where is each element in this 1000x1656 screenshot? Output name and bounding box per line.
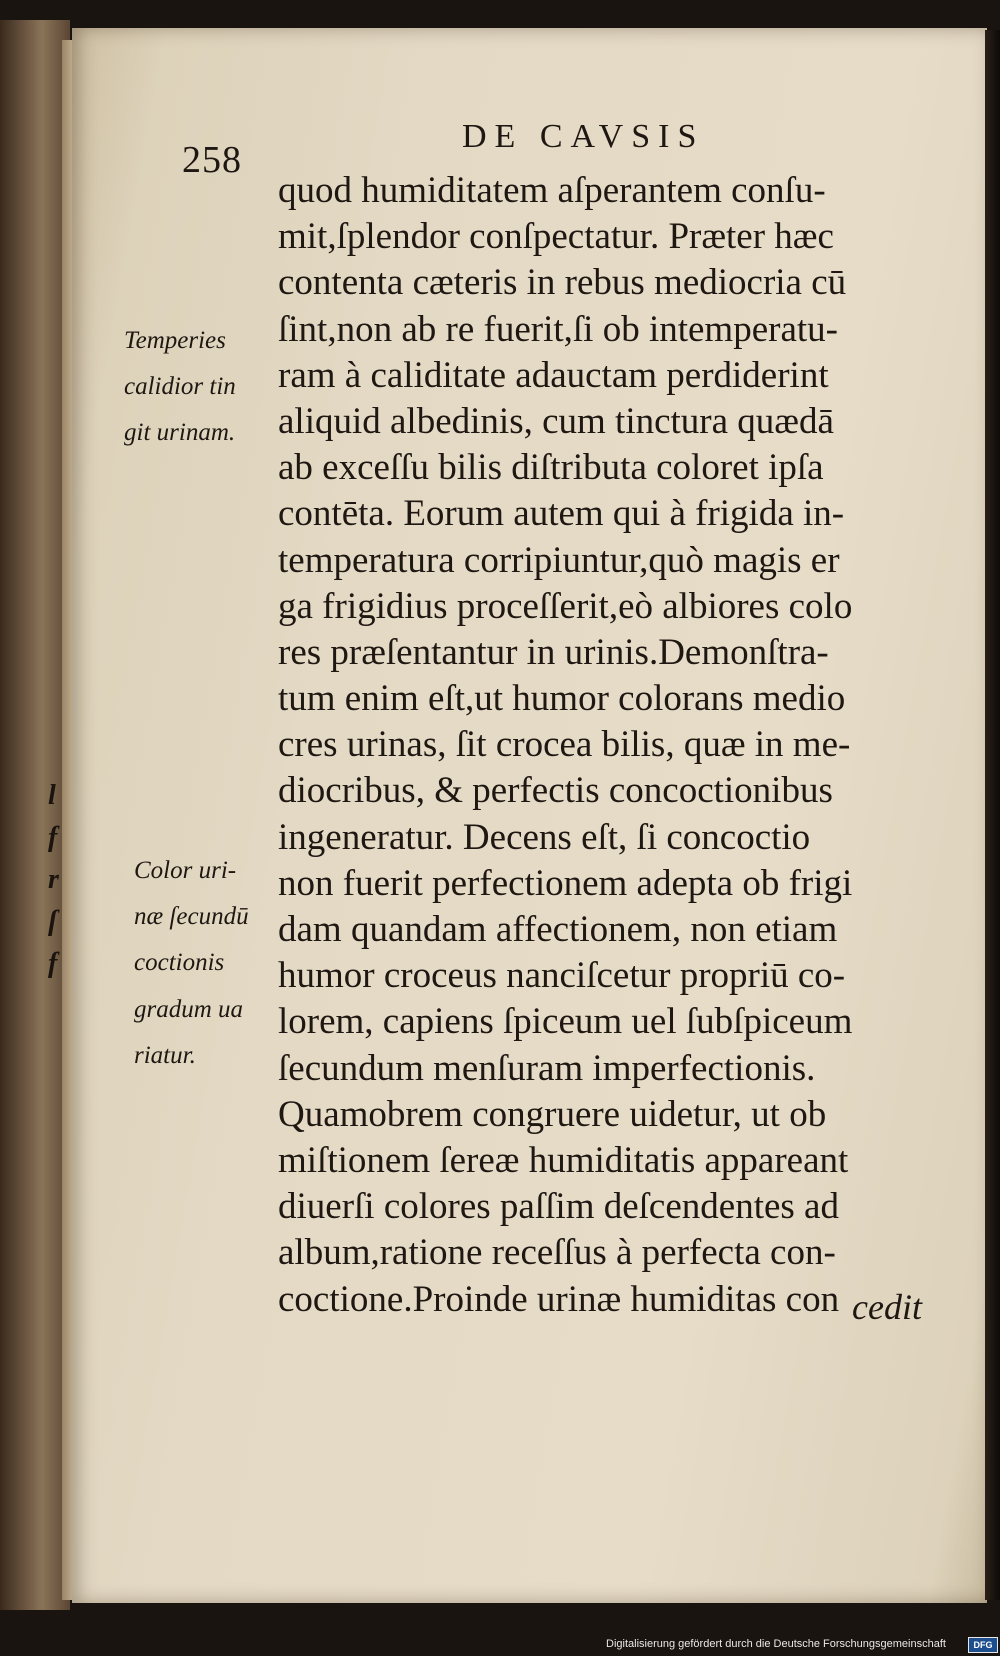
body-line: temperatura corripiuntur,quò magis er xyxy=(278,539,840,581)
edge-fragment: ſ xyxy=(48,906,58,937)
body-line: ab exceſſu bilis diſtributa coloret ipſa xyxy=(278,447,824,489)
page-number: 258 xyxy=(182,139,242,181)
edge-fragment: l xyxy=(48,780,56,811)
marginal-line: riatur. xyxy=(134,1041,196,1069)
body-line: ga frigidius proceſſerit,eò albiores colo xyxy=(278,585,853,627)
body-line: ſint,non ab re fuerit,ſi ob intemperatu- xyxy=(278,308,838,350)
body-text xyxy=(278,168,943,1323)
body-line: ingeneratur. Decens eſt, ſi concoctio xyxy=(278,816,811,858)
dfg-logo: DFG xyxy=(968,1637,998,1653)
body-line: diocribus, & perfectis concoctionibus xyxy=(278,770,833,812)
digitization-credit: Digitalisierung gefördert durch die Deutsche Forschungsgemeinschaft xyxy=(606,1638,946,1650)
edge-fragment: f xyxy=(48,948,58,979)
marginal-line: calidior tin xyxy=(124,373,236,401)
body-line: ram à caliditate adauctam perdiderint xyxy=(278,354,829,396)
body-line: ſecundum menſuram imperfectionis. xyxy=(278,1047,816,1089)
body-line: miſtionem ſereæ humiditatis appareant xyxy=(278,1139,849,1181)
running-title: DE CAVSIS xyxy=(462,118,705,155)
marginal-line: gradum ua xyxy=(134,995,244,1023)
facing-page-text-fragments xyxy=(48,775,59,985)
body-line: coctione.Proinde urinæ humiditas con xyxy=(278,1278,840,1320)
body-line: res præſentantur in urinis.Demonſtra- xyxy=(278,631,829,673)
body-line: lorem, capiens ſpiceum uel ſubſpiceum xyxy=(278,1001,853,1043)
body-line: quod humiditatem aſperantem conſu- xyxy=(278,170,826,211)
edge-fragment: r xyxy=(48,864,59,895)
body-line: dam quandam affectionem, non etiam xyxy=(278,909,838,950)
body-line: tum enim eſt,ut humor colorans medio xyxy=(278,678,846,720)
marginal-line: Color uri- xyxy=(134,857,237,884)
body-line: mit,ſplendor conſpectatur. Præter hæc xyxy=(278,216,834,258)
marginal-note-color-urinae xyxy=(134,848,249,1079)
body-line: contenta cæteris in rebus mediocria cū xyxy=(278,262,847,304)
body-line: non fuerit perfectionem adepta ob frigi xyxy=(278,862,853,904)
marginal-line: git urinam. xyxy=(124,419,236,447)
body-line: album,ratione receſſus à perfecta con- xyxy=(278,1232,836,1274)
body-line: contēta. Eorum autem qui à frigida in- xyxy=(278,493,845,535)
marginal-note-temperies xyxy=(124,318,236,457)
body-line: diuerſi colores paſſim deſcendentes ad xyxy=(278,1186,839,1228)
catchword: cedit xyxy=(852,1287,922,1327)
marginal-line: næ ſecundū xyxy=(134,903,249,931)
edge-fragment: f xyxy=(48,822,58,853)
body-line: Quamobrem congruere uidetur, ut ob xyxy=(278,1093,827,1135)
body-line: cres urinas, ſit crocea bilis, quæ in me- xyxy=(278,724,851,766)
body-line: humor croceus nanciſcetur propriū co- xyxy=(278,955,846,997)
marginal-line: coctionis xyxy=(134,949,225,977)
marginal-line: Temperies xyxy=(124,327,226,354)
book-spine xyxy=(0,20,70,1610)
body-line: aliquid albedinis, cum tinctura quædā xyxy=(278,400,834,442)
page-right-shadow xyxy=(985,30,1000,1600)
